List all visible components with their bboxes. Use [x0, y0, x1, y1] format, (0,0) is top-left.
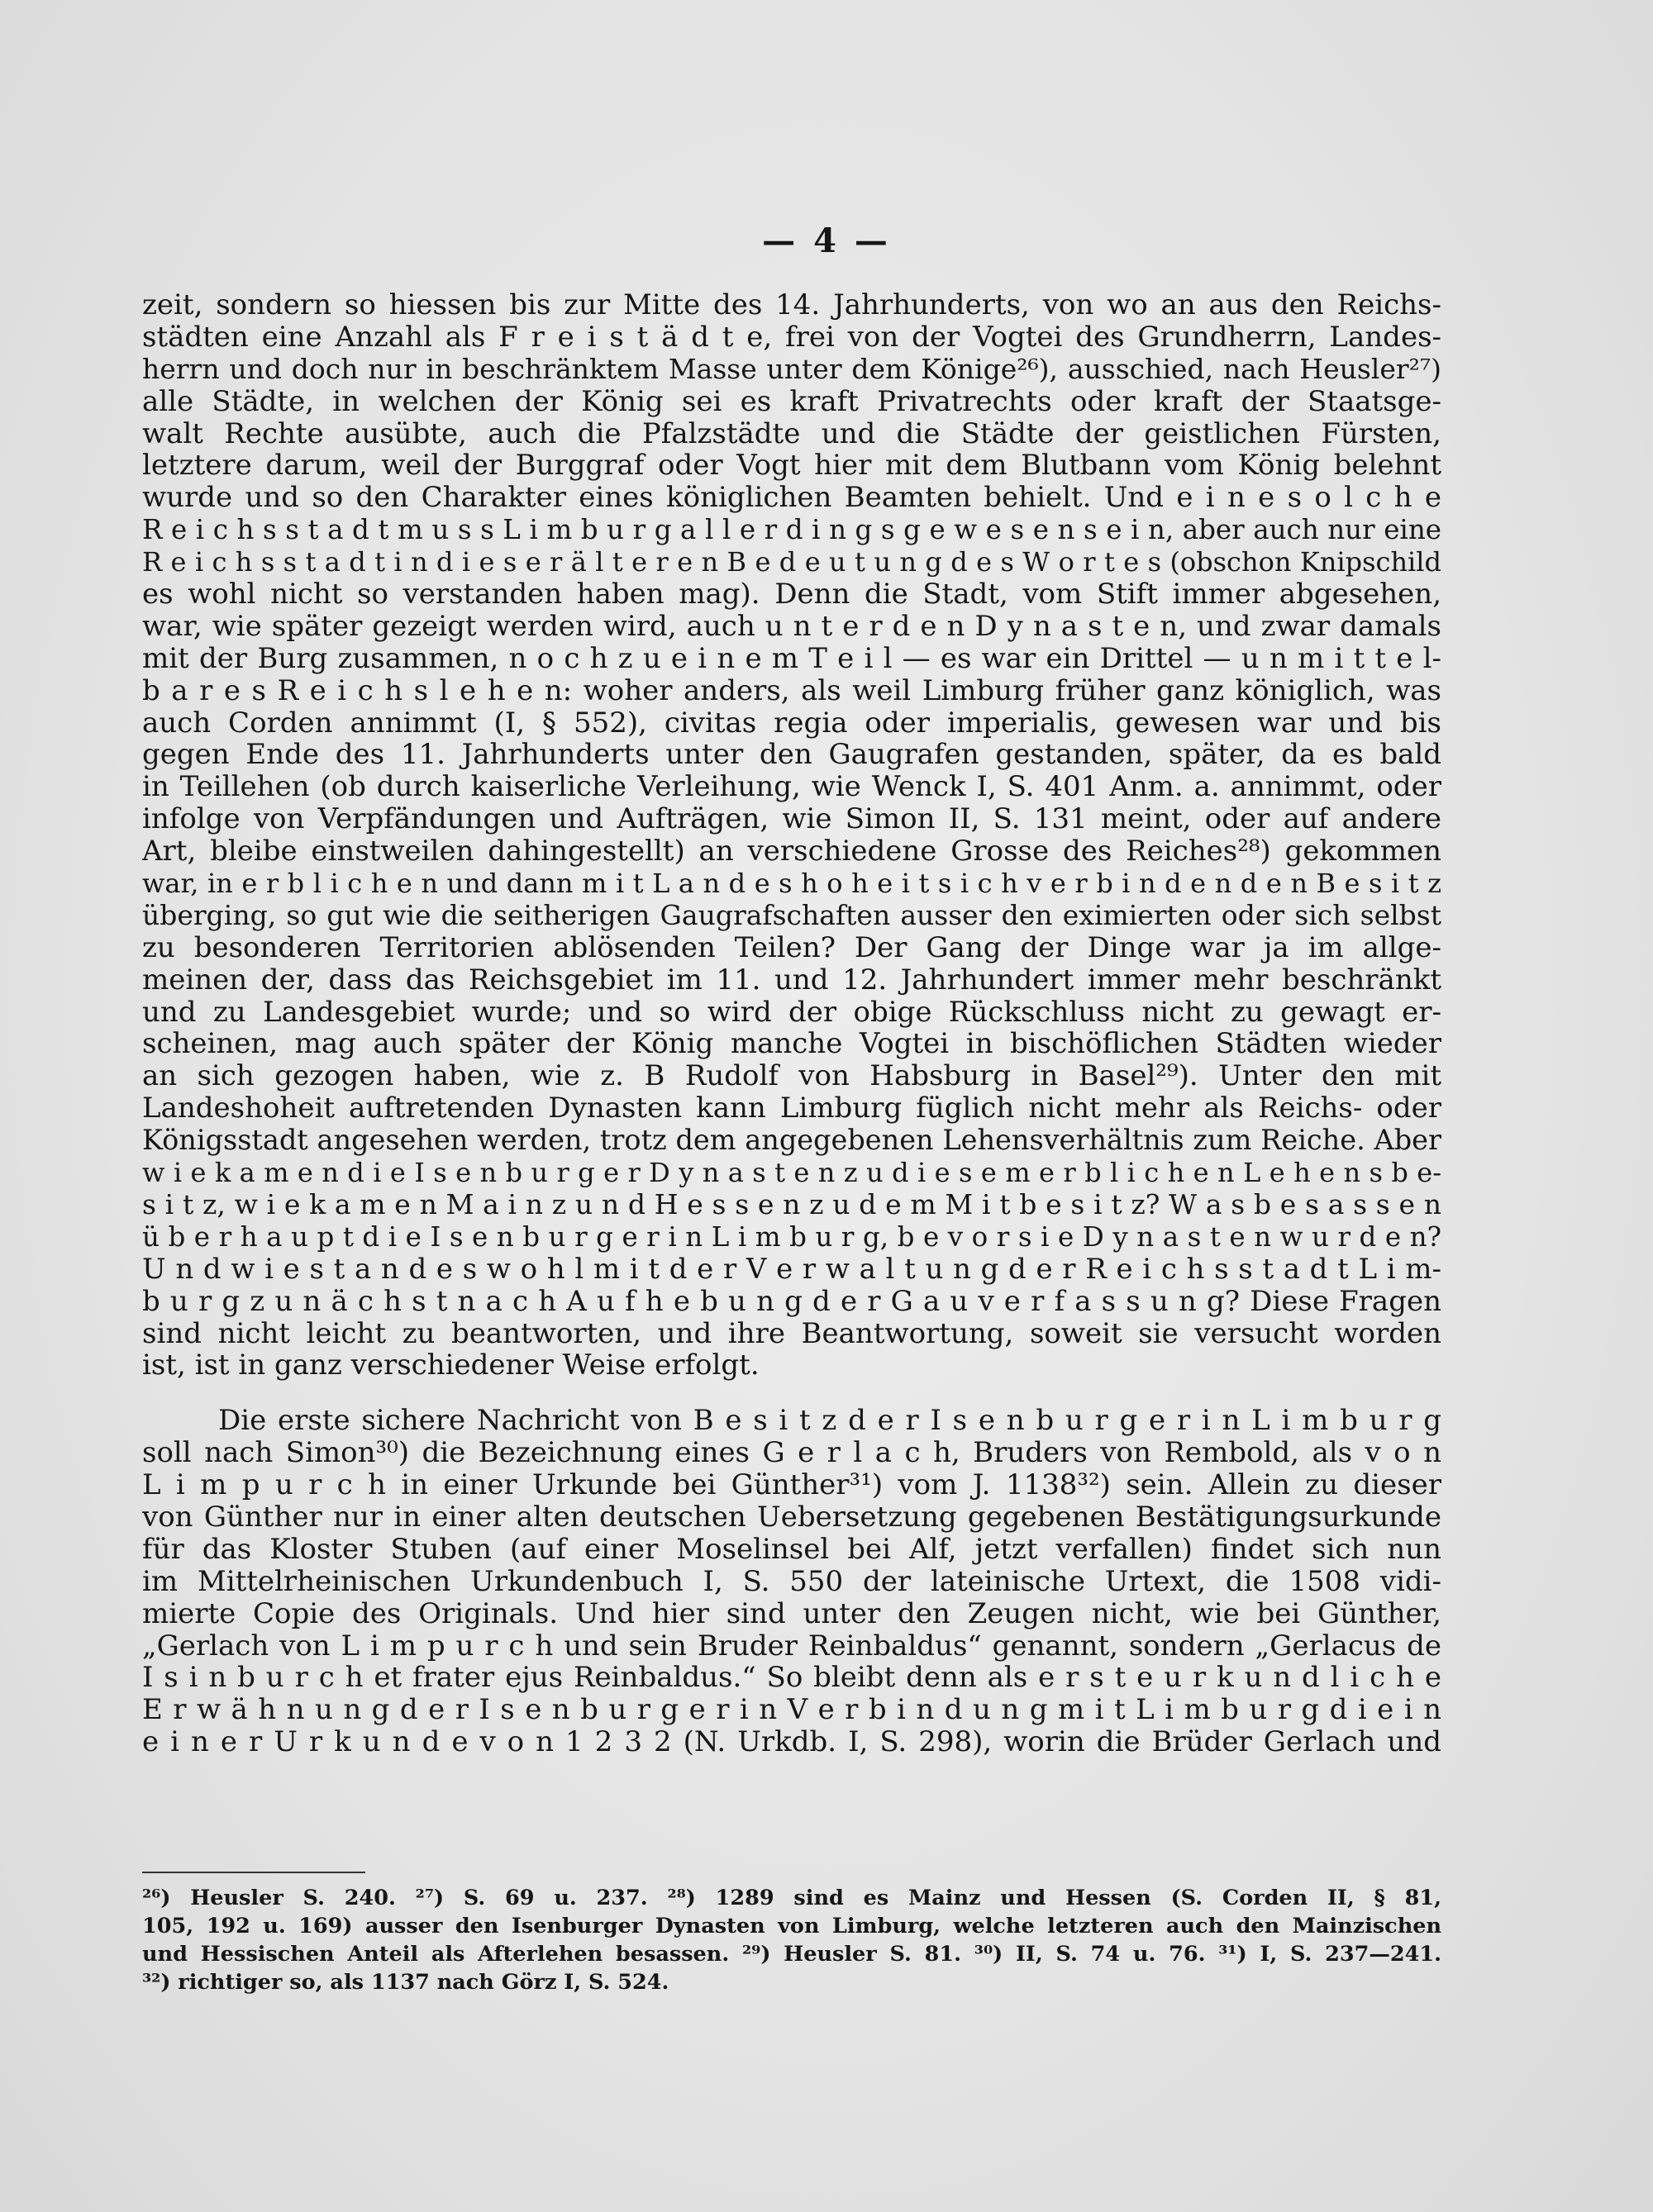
footnote-divider: [142, 1872, 365, 1873]
text-line: gegen Ende des 11. Jahrhunderts unter den Gaugrafen gestanden, später, da es bald: [142, 739, 1441, 772]
text-line: mierte Copie des Originals. Und hier sind unter den Zeugen nicht, wie bei Günther,: [142, 1597, 1441, 1630]
text-line: I s i n b u r c h et frater ejus Reinbaldus.“ So bleibt denn als e r s t e u r k u n d l i c h e: [142, 1662, 1441, 1695]
text-line: „Gerlach von L i m p u r c h und sein Bruder Reinbaldus“ genannt, sondern „Gerlacus de: [142, 1629, 1441, 1663]
text-line: soll nach Simon³⁰) die Bezeichnung eines G e r l a c h, Bruders von Rembold, als v o n: [142, 1437, 1441, 1470]
text-line: sind nicht leicht zu beantworten, und ihre Beantwortung, soweit sie versucht worden: [142, 1317, 1441, 1350]
text-line: zu besonderen Territorien ablösenden Teilen? Der Gang der Dinge war ja im allge-: [142, 931, 1441, 964]
text-line: meinen der, dass das Reichsgebiet im 11. und 12. Jahrhundert immer mehr beschränkt: [142, 963, 1441, 997]
text-line: war, wie später gezeigt werden wird, auch u n t e r d e n D y n a s t e n, und zwar damals: [142, 610, 1441, 643]
text-line: überging, so gut wie die seitherigen Gaugrafschaften ausser den eximierten oder sich selbst: [142, 899, 1441, 931]
text-line: wurde und so den Charakter eines königlichen Beamten behielt. Und e i n e s o l c h e: [142, 482, 1441, 515]
text-line: scheinen, mag auch später der König manche Vogtei in bischöflichen Städten wieder: [142, 1028, 1441, 1061]
text-line: Art, bleibe einstweilen dahingestellt) an verschiedene Grosse des Reiches²⁸) gekommen: [142, 835, 1441, 868]
text-line: ü b e r h a u p t d i e I s e n b u r g e r i n L i m b u r g, b e v o r s i e D y n a s t e n w u r d e n?: [142, 1220, 1441, 1253]
text-line: R e i c h s s t a d t i n d i e s e r ä l t e r e n B e d e u t u n g d e s W o r t e s (obschon Knipschild: [142, 546, 1441, 578]
text-line: Landeshoheit auftretenden Dynasten kann Limburg füglich nicht mehr als Reichs- oder: [142, 1092, 1441, 1125]
page-number: — 4 —: [762, 221, 891, 260]
footnote-line: und Hessischen Anteil als Afterlehen besassen. ²⁹) Heusler S. 81. ³⁰) II, S. 74 u. 76. ³¹) I, S. 237—241.: [142, 1942, 1441, 1967]
text-line: es wohl nicht so verstanden haben mag). Denn die Stadt, vom Stift immer abgesehen,: [142, 578, 1441, 611]
text-line: b a r e s R e i c h s l e h e n: woher anders, als weil Limburg früher ganz königlich, was: [142, 674, 1441, 707]
text-line: R e i c h s s t a d t m u s s L i m b u r g a l l e r d i n g s g e w e s e n s e i n, aber auch nur eine: [142, 514, 1441, 546]
text-line: E r w ä h n u n g d e r I s e n b u r g e r i n V e r b i n d u n g m i t L i m b u r g d i e i n: [142, 1694, 1441, 1727]
text-line: war, in e r b l i c h e n und dann m i t L a n d e s h o h e i t s i c h v e r b i n d e n d e n B e s i t z: [142, 868, 1441, 900]
text-line: ist, ist in ganz verschiedener Weise erfolgt.: [142, 1349, 760, 1382]
text-line: in Teillehen (ob durch kaiserliche Verleihung, wie Wenck I, S. 401 Anm. a. annimmt, oder: [142, 771, 1441, 804]
text-line: für das Kloster Stuben (auf einer Moselinsel bei Alf, jetzt verfallen) findet sich nun: [142, 1533, 1441, 1566]
paragraph-1: [142, 289, 1441, 1382]
text-line: b u r g z u n ä c h s t n a c h A u f h e b u n g d e r G a u v e r f a s s u n g? Diese Fragen: [142, 1285, 1441, 1318]
text-line: Königsstadt angesehen werden, trotz dem angegebenen Lehensverhältnis zum Reiche. Aber: [142, 1125, 1441, 1157]
footnote-line: 105, 192 u. 169) ausser den Isenburger Dynasten von Limburg, welche letzteren auch den Mainzischen: [142, 1914, 1441, 1938]
text-line: von Günther nur in einer alten deutschen Uebersetzung gegebenen Bestätigungsurkunde: [142, 1501, 1441, 1534]
text-line: städten eine Anzahl als F r e i s t ä d t e, frei von der Vogtei des Grundherrn, Landes-: [142, 321, 1441, 354]
text-line: alle Städte, in welchen der König sei es kraft Privatrechts oder kraft der Staatsge-: [142, 385, 1441, 418]
text-line: letztere darum, weil der Burggraf oder Vogt hier mit dem Blutbann vom König belehnt: [142, 450, 1441, 483]
text-line: Die erste sichere Nachricht von B e s i t z d e r I s e n b u r g e r i n L i m b u r g: [218, 1405, 1441, 1438]
text-line: im Mittelrheinischen Urkundenbuch I, S. 550 der lateinische Urtext, die 1508 vidi-: [142, 1565, 1441, 1598]
text-line: walt Rechte ausübte, auch die Pfalzstädte und die Städte der geistlichen Fürsten,: [142, 417, 1441, 450]
text-line: zeit, sondern so hiessen bis zur Mitte des 14. Jahrhunderts, von wo an aus den Reichs-: [142, 289, 1441, 321]
text-line: infolge von Verpfändungen und Aufträgen, wie Simon II, S. 131 meint, oder auf andere: [142, 803, 1441, 836]
main-text: [142, 289, 1441, 1758]
paragraph-2: [142, 1405, 1441, 1758]
text-line: und zu Landesgebiet wurde; und so wird der obige Rückschluss nicht zu gewagt er-: [142, 996, 1441, 1029]
text-line: an sich gezogen haben, wie z. B Rudolf von Habsburg in Basel²⁹). Unter den mit: [142, 1060, 1441, 1093]
footnotes: [142, 1884, 1441, 1996]
text-line: U n d w i e s t a n d e s w o h l m i t d e r V e r w a l t u n g d e r R e i c h s s t a d t L i m-: [142, 1253, 1441, 1286]
text-line: w i e k a m e n d i e I s e n b u r g e r D y n a s t e n z u d i e s e m e r b l i c h e n L e h e n s b e-: [142, 1157, 1441, 1189]
footnote-line: ²⁶) Heusler S. 240. ²⁷) S. 69 u. 237. ²⁸) 1289 sind es Mainz und Hessen (S. Corden II, § 81,: [142, 1886, 1441, 1910]
text-line: s i t z, w i e k a m e n M a i n z u n d H e s s e n z u d e m M i t b e s i t z? W a s b e s a s s e n: [142, 1188, 1441, 1220]
text-line: mit der Burg zusammen, n o c h z u e i n e m T e i l — es war ein Drittel — u n m i t t e l-: [142, 642, 1441, 675]
paragraph-gap: [142, 1382, 1441, 1405]
text-line: e i n e r U r k u n d e v o n 1 2 3 2 (N. Urkdb. I, S. 298), worin die Brüder Gerlach und: [142, 1726, 1441, 1759]
text-line: herrn und doch nur in beschränktem Masse unter dem Könige²⁶), ausschied, nach Heusler²⁷): [142, 353, 1441, 385]
text-line: auch Corden annimmt (I, § 552), civitas regia oder imperialis, gewesen war und bis: [142, 706, 1441, 740]
footnote-line: ³²) richtiger so, als 1137 nach Görz I, S. 524.: [142, 1970, 669, 1995]
text-line: L i m p u r c h in einer Urkunde bei Günther³¹) vom J. 1138³²) sein. Allein zu dieser: [142, 1469, 1441, 1501]
